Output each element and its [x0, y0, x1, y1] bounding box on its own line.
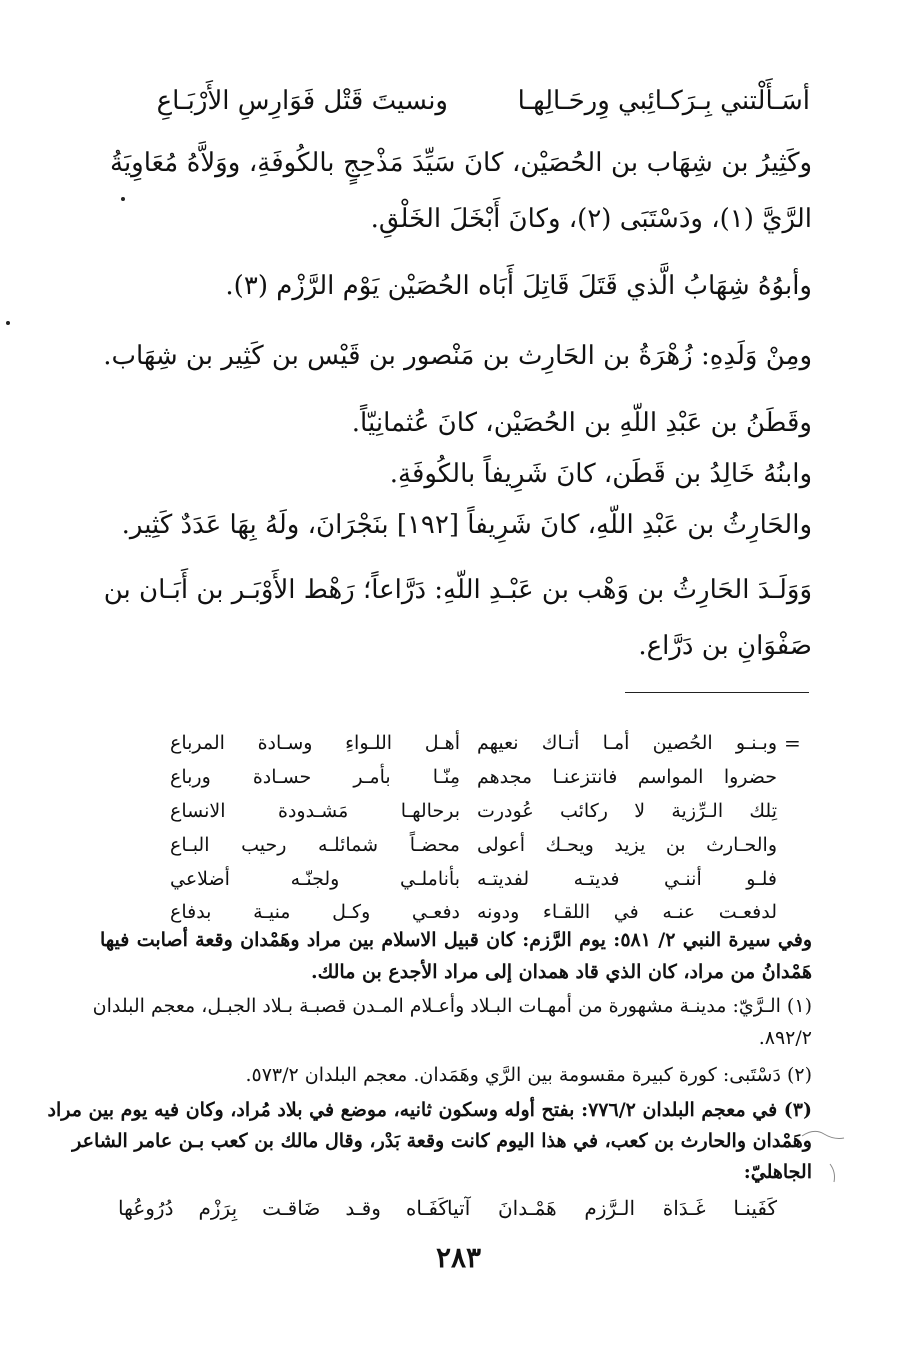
poem-row-2-left: مِنّـا بأمـر حسـادة ورباع	[170, 766, 460, 788]
poem-row-1-left: أهـل اللـواءِ وسـادة المرباع	[170, 732, 460, 754]
paragraph-1-line-1: وكَثِيرُ بن شِهَاب بن الحُصَيْن، كانَ سَيِّدَ مَذْحِجٍ بالكُوفَةِ، ووَلاَّهُ مُعَاوِيَةُ	[110, 148, 812, 178]
paragraph-6: والحَارِثُ بن عَبْدِ اللّهِ، كانَ شَرِيفاً [١٩٢] بنَجْرَانَ، ولَهُ بِهَا عَدَدٌ كَثِير.	[121, 510, 812, 540]
paragraph-1-line-2: الرَّيَّ (١)، ودَسْتَبَى (٢)، وكانَ أَبْخَلَ الخَلْقِ.	[370, 204, 812, 234]
poem-row-4	[170, 828, 777, 862]
poem-row-2	[170, 760, 777, 794]
footnote-3-verse-left: كَفَـاه وقـد ضَاقـت بِرَزْم دُرُوعُها	[118, 1196, 448, 1220]
scan-speck	[6, 321, 10, 325]
paragraph-5: وابنُهُ خَالِدُ بن قَطَن، كانَ شَرِيفاً بالكُوفَةِ.	[389, 459, 812, 489]
footnote-separator	[625, 692, 809, 693]
verse-1-right-hemistich: أسَـأَلْتني بِـرَكـائِبي وِرحَـالِهـا	[517, 86, 810, 116]
poem-row-4-left: محضـاً شمائلـه رحيب البـاع	[170, 834, 460, 856]
continuation-mark: =	[784, 731, 801, 755]
poem-row-1-right: وبـنـو الحُصين أمـا أتـاك نعيهم	[477, 732, 777, 754]
poem-row-3-left: برحالهـا مَشـدودة الانساع	[170, 800, 460, 822]
verse-1-left-hemistich: ونسيتَ قَتْل فَوَارِسِ الأَرْبَـاعِ	[156, 86, 448, 116]
footnote-3-verse	[118, 1190, 777, 1226]
footnote-1-line-1: (١) الـرَّيّ: مدينـة مشهورة من أمهـات البـلاد وأعـلام المـدن قصبـة بـلاد الجبـل، معجم البلدان	[92, 995, 812, 1017]
poem-row-5-right: فلـو أننـي فديتـه لفديتـه	[477, 868, 777, 890]
sira-note-line-1: وفي سيرة النبي ٢/ ٥٨١: يوم الرَّزم: كان قبيل الاسلام بين مراد وهَمْدان وقعة أصابت فيها	[100, 929, 812, 951]
poem-row-5-left: بأناملـي ولجنّـه أضلاعي	[170, 868, 460, 890]
footnote-3-line-2: وهَمْدان والحارث بن كعب، في هذا اليوم كانت وقعة بَدْر، وقال مالك بن كعب بـن عامر الشاعر	[72, 1130, 812, 1152]
paragraph-2: وأبوُهُ شِهَابُ الَّذي قَتَلَ قَاتِلَ أَبَاه الحُصَيْن يَوْم الرَّزْم (٣).	[225, 271, 812, 301]
poem-row-6-right: لدفعـت عنـه في اللقـاء ودونه	[477, 901, 777, 923]
poem-row-6	[170, 895, 777, 929]
page-number: ٢٨٣	[435, 1241, 482, 1274]
footnote-3-verse-right: كَفَينـا غَـدَاة الـرَّزم هَمْـدانَ آتيا	[447, 1196, 777, 1220]
poem-row-6-left: دفعـي وكـل منيـة بدفاع	[170, 901, 460, 923]
paragraph-7-line-1: وَوَلَـدَ الحَارِثُ بن وَهْب بن عَبْـدِ اللّهِ: دَرَّاعاً؛ رَهْط الأَوْبَـر بن أَبَـان بن	[103, 575, 812, 605]
poem-row-3	[170, 794, 777, 828]
sira-note-line-2: هَمْدانُ من مراد، كان الذي قاد همدان إلى مراد الأجدع بن مالك.	[311, 961, 812, 983]
footnote-1-line-2: ٨٩٢/٢.	[758, 1027, 812, 1049]
poem-row-3-right: تِلك الـرِّزية لا ركائب عُودرت	[477, 800, 777, 822]
footnote-2: (٢) دَسْتَبى: كورة كبيرة مقسومة بين الرَّي وهَمَدان. معجم البلدان ٥٧٣/٢.	[245, 1064, 812, 1086]
footnote-3-line-3: الجاهليّ:	[743, 1161, 812, 1183]
poem-row-4-right: والحـارث بن يزيد ويحـك أعولى	[477, 834, 777, 856]
scan-speck	[121, 197, 125, 201]
poem-row-1	[170, 726, 777, 760]
paragraph-3: ومِنْ وَلَدِهِ: زُهْرَةُ بن الحَارِث بن مَنْصور بن قَيْس بن كَثِير بن شِهَاب.	[103, 341, 812, 371]
paragraph-4: وقَطَنُ بن عَبْدِ اللّهِ بن الحُصَيْن، كانَ عُثمانِيّاً.	[351, 408, 812, 438]
scan-swirl-mark	[800, 1120, 846, 1190]
poem-row-5	[170, 862, 777, 896]
poem-row-2-right: حضروا المواسم فانتزعنـا مجدهم	[477, 766, 777, 788]
footnote-3-line-1: (٣) في معجم البلدان ٧٧٦/٢: بفتح أوله وسكون ثانيه، موضع في بلاد مُراد، وكان فيه يوم بين مراد	[47, 1099, 812, 1121]
paragraph-7-line-2: صَفْوَانِ بن دَرَّاع.	[638, 631, 812, 661]
